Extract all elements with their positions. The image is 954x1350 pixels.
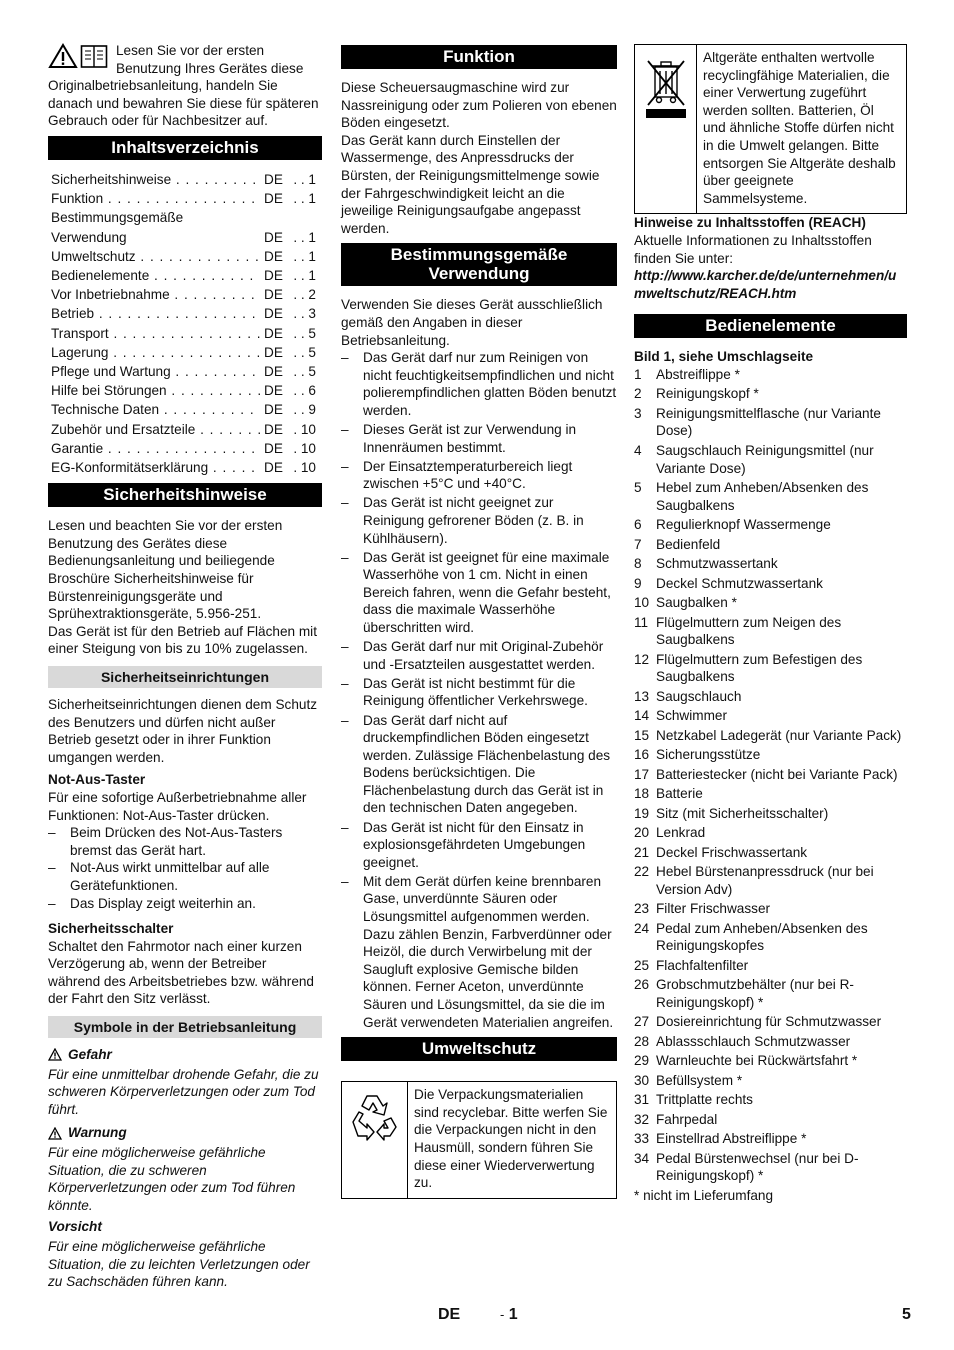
toc-row[interactable] [48,304,322,323]
item-label: Lenkrad [656,825,706,841]
toc-page: . . 1 [293,267,316,283]
list-item: – Das Gerät ist geeignet für eine maximale Wasserhöhe von 1 cm. Nicht in einen Bereich fahren, wenn die Gefahr besteht, dass die maximale Wasserhöhe überschritten wird. [341,549,617,637]
toc-title: Vor Inbetriebnahme . . . [51,285,260,304]
list-item [634,594,907,612]
item-number: 5 [634,480,642,496]
toc-language: DE [264,325,283,341]
list-item: – Das Gerät darf nicht auf druckempfindlichen Böden eingesetzt werden. Zulässige Flächenbelastung des Bodens berücksichtigen. Die Flächenbelastung durch das Gerät ist in den technischen Daten angegeben. [341,712,617,818]
list-item [634,385,907,403]
list-item [634,785,907,803]
item-number: 17 [634,766,650,782]
item-label: Dosiereinrichtung für Schmutzwasser [656,1014,882,1030]
safety-devices-heading: Sicherheitseinrichtungen [48,666,322,688]
toc-page: . . 1 [293,191,316,207]
intended-use-list [341,349,617,1031]
toc-language: DE [264,344,283,360]
list-item [634,688,907,706]
item-number: 8 [634,556,642,572]
column-right [634,42,907,1204]
list-item [634,863,907,898]
item-label: Warnleuchte bei Rückwärtsfahrt * [656,1053,858,1069]
danger-text: Für eine unmittelbar drohende Gefahr, die zu schweren Körperverletzungen oder zum Tod führt. [48,1066,319,1117]
emergency-stop-heading: Not-Aus-Taster [48,772,146,788]
danger-label: Gefahr [68,1047,112,1063]
weee-icon-cell [635,45,697,213]
crossed-bin-icon [643,57,689,119]
function-paragraph-1: Diese Scheuersaugmaschine wird zur Nassreinigung oder zum Polieren von ebenen Böden eingesetzt. [341,80,617,131]
item-number: 4 [634,442,642,458]
list-item [634,976,907,1011]
list-item [634,1072,907,1090]
toc-page: . 10 [293,421,316,437]
toc-page: . 10 [293,460,316,476]
footer-section-number: 1 [508,1306,518,1323]
item-number: 23 [634,901,650,917]
toc-title: Bestimmungsgemäße Verwendung [51,210,184,245]
item-label: Abstreiflippe * [656,366,740,382]
list-item: – Mit dem Gerät dürfen keine brennbaren Gase, unverdünnte Säuren oder Lösungsmittel aufgenommen werden. Dazu zählen Benzin, Farbverdünner oder Heizöl, die durch Verwirbelung mit der Saugluft explosive Gemische bilden können. Ferner Aceton, unverdünnte Säuren und Lösungsmittel, da sie die im Gerät verwendeten Materialien angreifen. [341,873,617,1031]
item-number: 14 [634,708,650,724]
footer-language: DE [438,1306,461,1323]
item-label: Schwimmer [656,708,727,724]
safety-devices-text: Sicherheitseinrichtungen dienen dem Schutz des Benutzers und dürfen nicht außer Betrieb gesetzt oder in ihrer Funktion umgangen werden. [48,696,318,765]
safety-heading: Sicherheitshinweise [48,483,322,507]
list-item [634,1111,907,1129]
toc-title: Technische Daten . . . [51,400,260,419]
reach-heading: Hinweise zu Inhaltsstoffen (REACH) [634,215,866,231]
list-item [634,900,907,918]
controls-heading: Bedienelemente [634,314,907,338]
item-number: 7 [634,536,642,552]
item-label: Deckel Frischwassertank [656,844,808,860]
toc-language: DE [264,287,283,303]
intended-use-heading: Bestimmungsgemäße Verwendung [341,243,617,286]
toc-page: . . 5 [293,344,316,360]
item-label: Pedal Bürstenwechsel (nur bei D-Reinigungskopf) * [656,1150,859,1184]
item-number: 19 [634,805,650,821]
toc-language: DE [264,171,283,187]
toc-title: Zubehör und Ersatzteile . . . [51,420,260,439]
list-item [634,1033,907,1051]
toc-row[interactable] [48,381,322,400]
list-item [634,405,907,440]
toc-row[interactable] [48,189,322,208]
list-item [634,824,907,842]
recycling-notice-box [341,1081,617,1199]
toc-row[interactable] [48,247,322,266]
toc-heading: Inhaltsverzeichnis [48,136,322,160]
item-number: 24 [634,920,650,936]
toc-title: Hilfe bei Störungen . . . [51,381,260,400]
column-left [48,42,322,1291]
item-label: Hebel Bürstenanpressdruck (nur bei Version Adv) [656,864,874,897]
item-label: Bedienfeld [656,536,721,552]
list-item [634,727,907,745]
toc-page: . . 9 [293,402,316,418]
item-number: 31 [634,1092,650,1108]
emergency-stop-list [48,824,322,912]
toc-row[interactable] [48,266,322,285]
toc-language: DE [264,248,283,264]
item-number: 29 [634,1053,650,1069]
recycle-icon [347,1090,403,1144]
column-middle [341,42,617,1199]
list-item [634,536,907,554]
toc-title: Pflege und Wartung . . . [51,362,260,381]
toc-page: . . 1 [293,248,316,264]
item-number: 22 [634,864,650,880]
item-number: 13 [634,688,650,704]
toc-language: DE [264,421,283,437]
toc-language: DE [264,440,283,456]
toc-row[interactable] [48,343,322,362]
item-number: 32 [634,1111,650,1127]
list-item [634,1150,907,1185]
list-item [634,766,907,784]
safety-paragraph-1: Lesen und beachten Sie vor der ersten Benutzung des Gerätes diese Bedienungsanleitung und beiliegende Broschüre Sicherheitshinweise für Bürstenreinigungsgeräte und Sprühextraktionsgeräte, 5.956-251. [48,518,283,622]
recycling-icon-cell [342,1082,408,1198]
list-item [634,920,907,955]
list-item [634,1091,907,1109]
toc-title: Lagerung . . . [51,343,260,362]
list-item [634,555,907,573]
item-number: 18 [634,786,650,802]
item-label: Trittplatte rechts [656,1092,753,1108]
toc-language: DE [264,402,283,418]
warning-icon [48,43,78,69]
item-number: 30 [634,1072,650,1088]
safety-switch-text: Schaltet den Fahrmotor nach einer kurzen Verzögerung ab, wenn der Betreiber während des Arbeitsbetriebes bzw. während der Fahrt den Sitz verlässt. [48,938,314,1007]
item-label: Batteriestecker (nicht bei Variante Pack) [656,766,898,782]
item-label: Reinigungskopf * [656,386,759,402]
item-number: 20 [634,825,650,841]
toc-page: . . 6 [293,383,316,399]
item-number: 6 [634,517,642,533]
list-item: – Das Gerät ist nicht geeignet zur Reinigung gefrorener Böden (z. B. in Kühlhäusern). [341,494,617,547]
item-number: 26 [634,977,650,993]
list-item [634,614,907,649]
toc-title: Garantie . . . [51,439,260,458]
item-label: Saugschlauch Reinigungsmittel (nur Variante Dose) [656,442,874,476]
toc-language: DE [264,229,283,245]
warning-icon [48,1048,62,1061]
item-number: 28 [634,1033,650,1049]
list-item [634,805,907,823]
toc-page: . . 5 [293,364,316,379]
toc-row[interactable] [48,458,322,477]
warning-icon [48,1127,62,1140]
list-item: – Der Einsatztemperaturbereich liegt zwischen +5°C und +40°C. [341,458,617,493]
controls-list [634,366,907,1185]
toc-row[interactable] [48,324,322,343]
warning-label-row [48,1124,322,1142]
toc-language: DE [264,460,283,476]
weee-notice-box [634,44,907,214]
toc-language: DE [264,191,283,207]
toc-title: Funktion . . . [51,189,260,208]
toc-title: Transport . . . [51,324,260,343]
item-label: Einstellrad Abstreiflippe * [656,1131,807,1147]
item-number: 3 [634,405,642,421]
item-number: 15 [634,727,650,743]
item-label: Saugbalken * [656,595,737,611]
item-label: Grobschmutzbehälter (nur bei R-Reinigungskopf) * [656,977,854,1010]
item-label: Saugschlauch [656,688,742,704]
toc-page: . . 5 [293,325,316,341]
toc-title: Sicherheitshinweise . . . [51,170,260,189]
intro-text: Lesen Sie vor der ersten Benutzung Ihres Gerätes diese Originalbetriebsanleitung, handeln Sie danach und bewahren Sie diese für späteren Gebrauch oder für Nachbesitzer auf. [48,43,319,129]
footer-page-number: 5 [902,1306,911,1323]
toc-row[interactable] [48,170,322,189]
item-label: Filter Frischwasser [656,901,771,917]
list-item [634,575,907,593]
list-item: – Beim Drücken des Not-Aus-Tasters bremst das Gerät hart. [48,824,322,859]
reach-link[interactable]: http://www.karcher.de/de/unternehmen/umweltschutz/REACH.htm [634,268,897,301]
intro-icons [48,43,112,69]
list-item: – Das Gerät ist nicht bestimmt für die Reinigung öffentlicher Verkehrswege. [341,675,617,710]
item-label: Batterie [656,786,703,802]
recycling-notice-text: Die Verpackungsmaterialien sind recyclebar. Bitte werfen Sie die Verpackungen nicht in den Hausmüll, sondern führen Sie diese einer Wiederverwertung zu. [414,1087,608,1191]
item-number: 21 [634,844,650,860]
list-item [634,1052,907,1070]
toc-row[interactable] [48,285,322,304]
toc-page: . . 1 [293,229,316,245]
intro-block [48,42,322,130]
toc-row[interactable] [48,439,322,458]
item-number: 27 [634,1014,650,1030]
safety-switch-heading: Sicherheitsschalter [48,921,174,937]
caution-label: Vorsicht [48,1219,102,1235]
toc-language: DE [264,306,283,322]
list-item [634,442,907,477]
list-item [634,1013,907,1031]
item-label: Pedal zum Anheben/Absenken des Reinigungskopfes [656,920,868,954]
toc-row[interactable] [48,420,322,439]
item-number: 25 [634,957,650,973]
item-label: Sitz (mit Sicherheitsschalter) [656,805,829,821]
list-item: – Not-Aus wirkt unmittelbar auf alle Gerätefunktionen. [48,859,322,894]
item-label: Hebel zum Anheben/Absenken des Saugbalkens [656,480,869,513]
item-number: 11 [634,614,649,630]
item-label: Befüllsystem * [656,1072,743,1088]
weee-notice-text: Altgeräte enthalten wertvolle recyclingfähige Materialien, die einer Verwertung zugeführt werden sollten. Batterien, Öl und ähnliche Stoffe dürfen nicht in die Umwelt gelangen. Bitte entsorgen Sie Altgeräte deshalb über geeignete Sammelsysteme. [703,50,896,206]
item-number: 10 [634,595,650,611]
function-heading: Funktion [341,45,617,69]
item-number: 2 [634,386,642,402]
toc-row[interactable] [48,362,322,381]
item-label: Schmutzwassertank [656,556,778,572]
toc-row[interactable] [48,400,322,419]
toc-title: Bedienelemente . . . [51,266,260,285]
figure-reference: Bild 1, siehe Umschlagseite [634,349,814,365]
item-label: Fahrpedal [656,1111,718,1127]
toc-language: DE [264,383,283,399]
item-number: 34 [634,1150,650,1166]
symbols-heading: Symbole in der Betriebsanleitung [48,1016,322,1038]
item-label: Flügelmuttern zum Befestigen des Saugbalkens [656,651,863,685]
list-item [634,707,907,725]
item-number: 12 [634,651,650,667]
toc-title: Umweltschutz . . . [51,247,260,266]
toc-title: Betrieb . . . [51,304,260,323]
list-item: – Das Gerät ist nicht für den Einsatz in explosionsgefährdeten Umgebungen geeignet. [341,819,617,872]
list-item [634,1130,907,1148]
intended-use-text: Verwenden Sie dieses Gerät ausschließlich gemäß den Angaben in dieser Betriebsanleitung. [341,297,603,348]
list-item [634,366,907,384]
list-item [634,844,907,862]
toc-page: . . 1 [293,171,316,187]
list-item [634,516,907,534]
list-item [634,651,907,686]
list-item: – Das Gerät darf nur mit Original-Zubehör und -Ersatzteilen ausgestattet werden. [341,638,617,673]
list-item: – Das Display zeigt weiterhin an. [48,895,322,913]
item-number: 16 [634,747,650,763]
toc-language: DE [264,364,283,379]
item-label: Sicherungsstütze [656,747,761,763]
caution-text: Für eine möglicherweise gefährliche Situation, die zu leichten Verletzungen oder zu Sachschäden führen kann. [48,1239,310,1290]
function-paragraph-2: Das Gerät kann durch Einstellen der Wassermenge, des Anpressdrucks der Bürsten, der Reinigungsmittelmenge sowie der Fahrgeschwindigkeit leicht an die jeweilige Reinigungsaufgabe angepasst werden. [341,132,600,236]
toc-row[interactable] [48,208,322,246]
list-item [634,746,907,764]
toc-page: . 10 [293,440,316,456]
reach-text: Aktuelle Informationen zu Inhaltsstoffen finden Sie unter: [634,232,872,266]
environment-heading: Umweltschutz [341,1037,617,1061]
item-label: Regulierknopf Wassermenge [656,517,831,533]
item-number: 33 [634,1131,650,1147]
list-item [634,957,907,975]
emergency-stop-text: Für eine sofortige Außerbetriebnahme aller Funktionen: Not-Aus-Taster drücken. [48,789,307,823]
item-number: 1 [634,366,642,382]
item-label: Netzkabel Ladegerät (nur Variante Pack) [656,727,902,743]
item-label: Deckel Schmutzwassertank [656,575,823,591]
safety-paragraph-2: Das Gerät ist für den Betrieb auf Flächen mit einer Steigung von bis zu 10% zugelassen. [48,623,317,657]
table-of-contents [48,170,322,477]
warning-label: Warnung [68,1125,127,1141]
footnote: * nicht im Lieferumfang [634,1187,774,1203]
toc-page: . . 2 [293,287,316,303]
item-label: Flachfaltenfilter [656,957,749,973]
list-item: – Das Gerät darf nur zum Reinigen von nicht feuchtigkeitsempfindlichen und nicht polierempfindlichen glatten Böden benutzt werden. [341,349,617,419]
item-number: 9 [634,575,642,591]
item-label: Reinigungsmittelflasche (nur Variante Dose) [656,405,881,439]
danger-label-row [48,1046,322,1064]
list-item [634,479,907,514]
item-label: Flügelmuttern zum Neigen des Saugbalkens [656,614,842,648]
list-item: – Dieses Gerät ist zur Verwendung in Innenräumen bestimmt. [341,421,617,456]
footer-section: - 1 [500,1306,518,1323]
toc-page: . . 3 [293,306,316,322]
item-label: Ablassschlauch Schmutzwasser [656,1033,851,1049]
warning-text: Für eine möglicherweise gefährliche Situation, die zu schweren Körperverletzungen oder zum Tod führen könnte. [48,1145,296,1213]
toc-language: DE [264,267,283,283]
toc-title: EG-Konformitätserklärung . . . [51,458,260,477]
manual-book-icon [80,43,108,69]
